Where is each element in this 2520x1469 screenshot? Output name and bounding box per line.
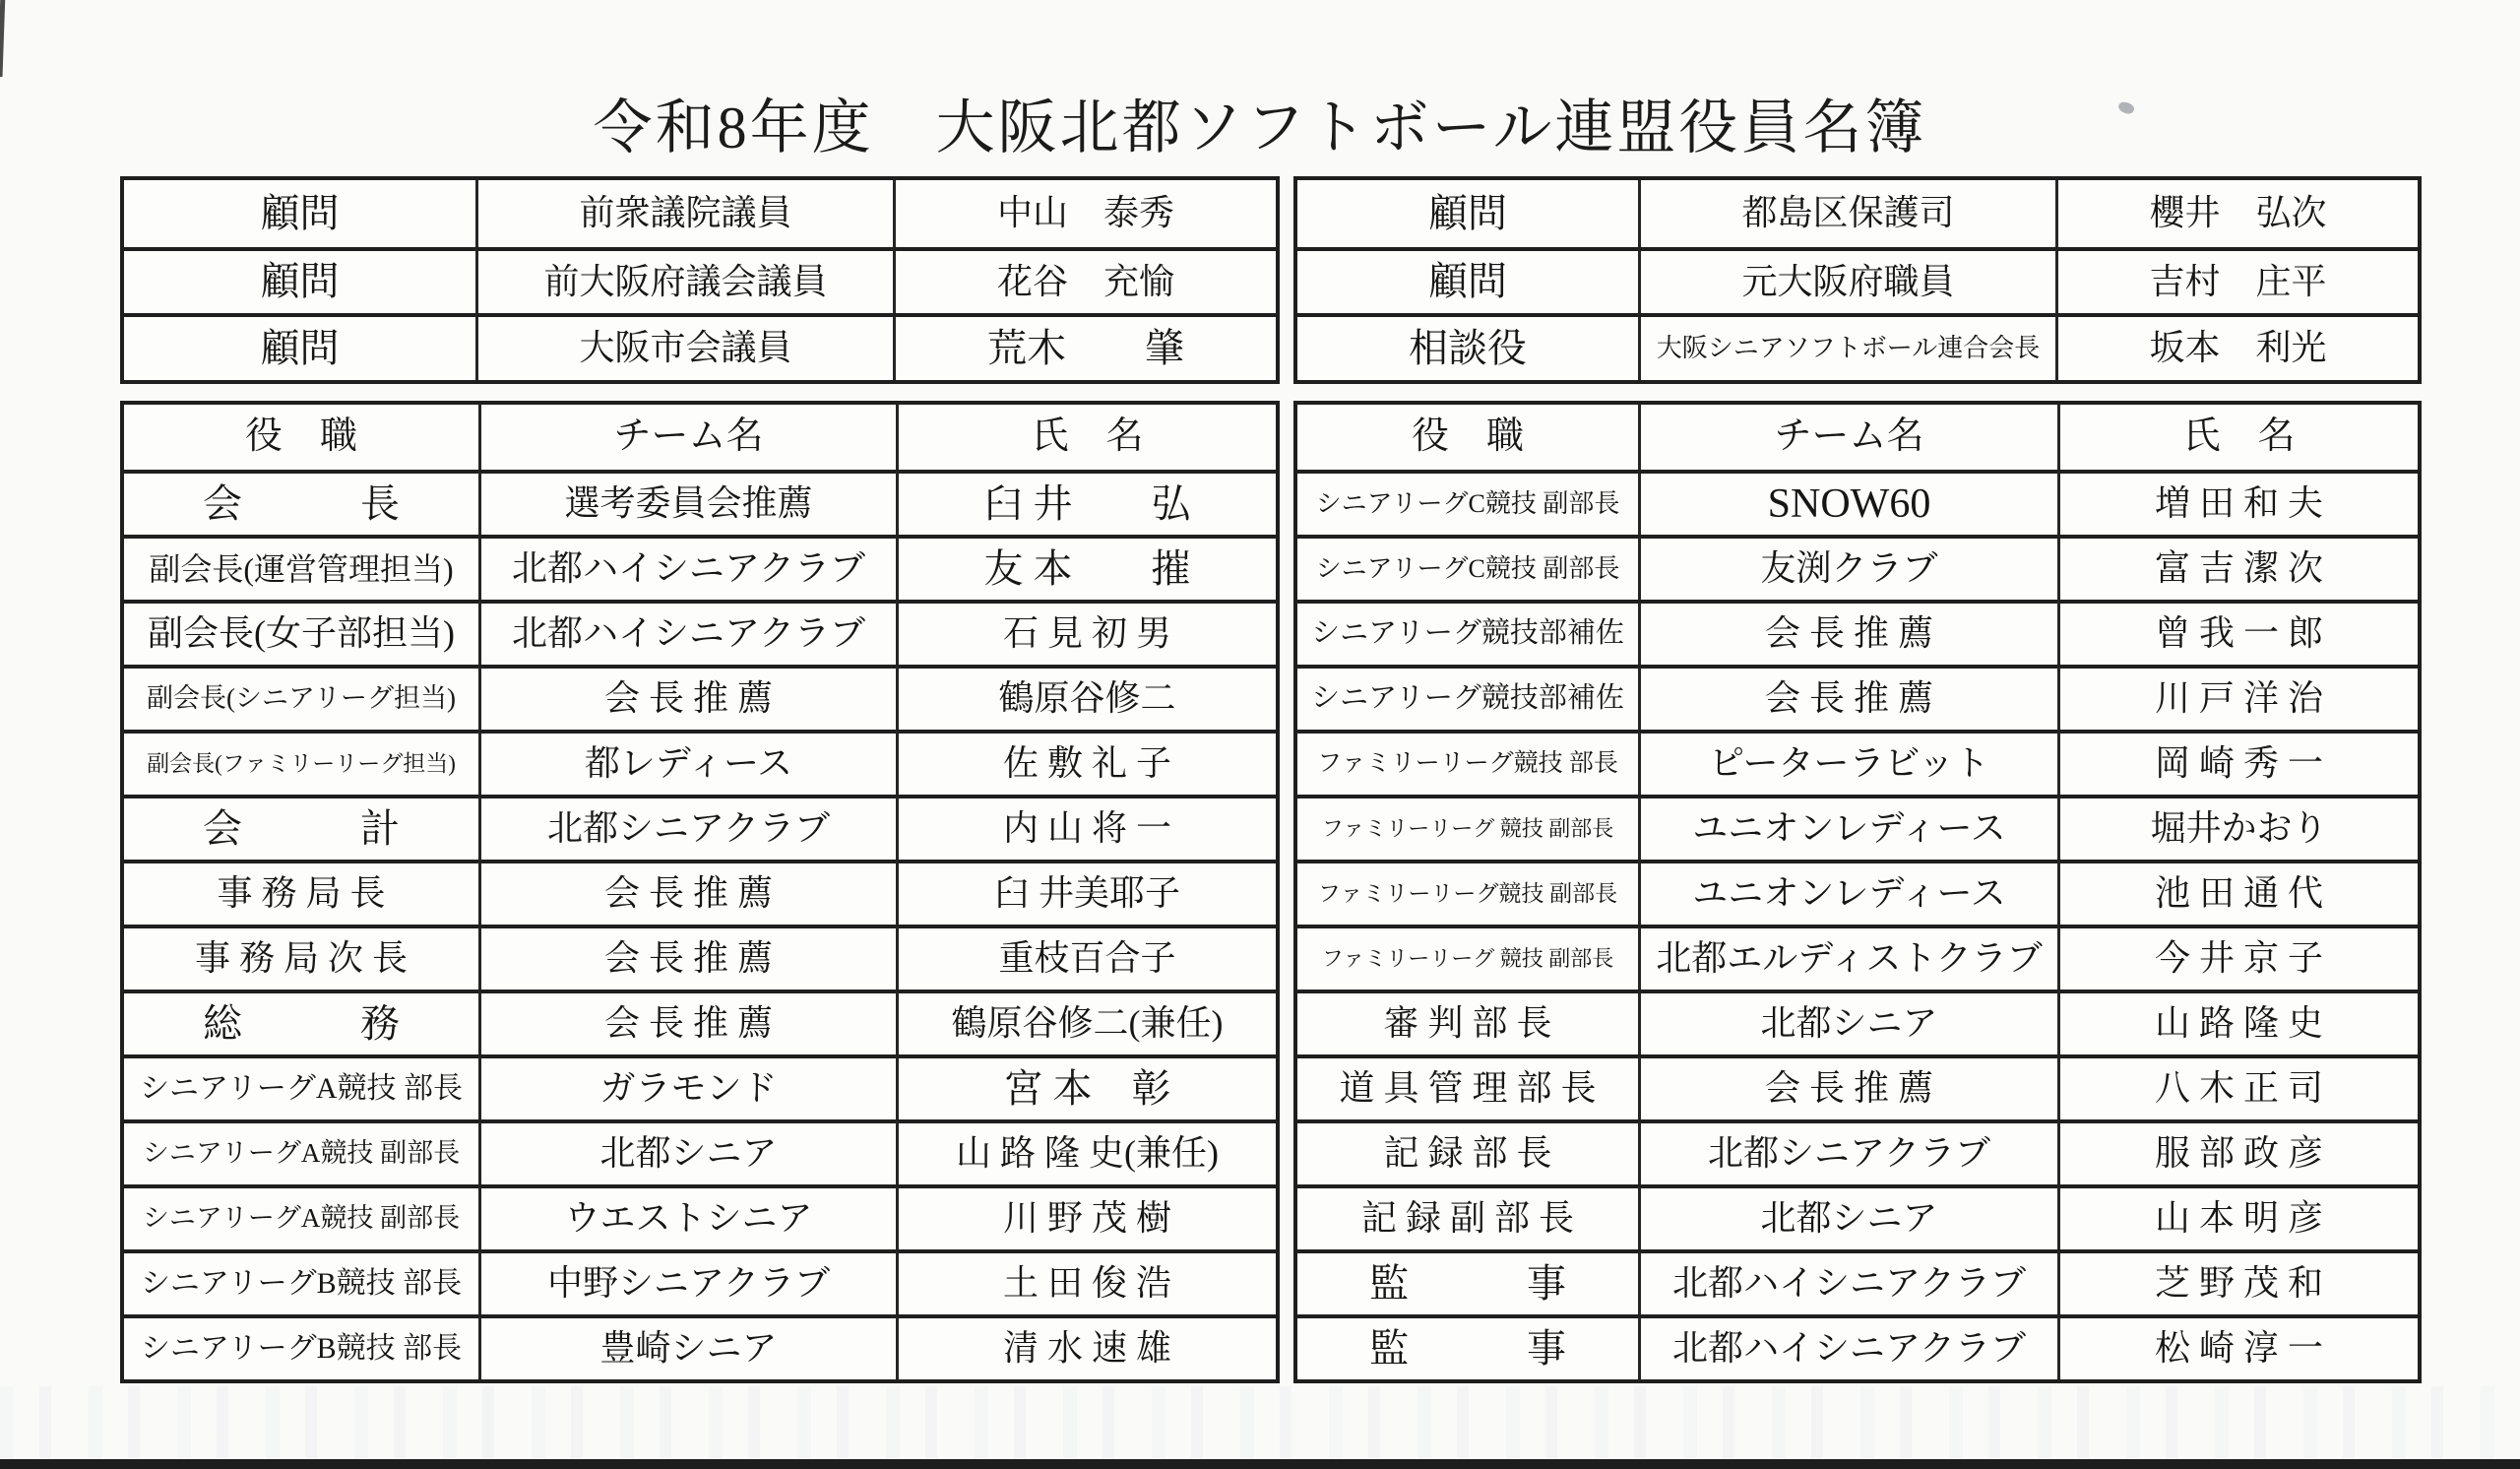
cell-name: 富 吉 潔 次	[2057, 535, 2418, 600]
cell-affiliation: 大阪シニアソフトボール連合会長	[1638, 313, 2055, 380]
cell-position: 顧問	[1297, 247, 1638, 314]
cell-name: 鶴原谷修二	[896, 665, 1276, 730]
cell-name: 今 井 京 子	[2057, 925, 2418, 990]
cell-name: 川 野 茂 樹	[896, 1184, 1276, 1249]
cell-name: 櫻井 弘次	[2055, 180, 2418, 247]
cell-position: 道 具 管 理 部 長	[1297, 1054, 1638, 1119]
cell-position: シニアリーグA競技 副部長	[124, 1184, 478, 1249]
scan-streaks-artifact	[0, 1386, 2520, 1461]
cell-position: シニアリーグA競技 副部長	[124, 1119, 478, 1184]
cell-name: 服 部 政 彦	[2057, 1119, 2418, 1184]
cell-affiliation: 元大阪府職員	[1638, 247, 2055, 314]
cell-position: シニアリーグC競技 副部長	[1297, 470, 1638, 535]
cell-team: ユニオンレディース	[1638, 795, 2057, 860]
cell-name: 堀井かおり	[2057, 795, 2418, 860]
cell-team: ピーターラビット	[1638, 730, 2057, 795]
cell-team: 都レディース	[478, 730, 896, 795]
cell-name: 宮 本 彰	[896, 1054, 1276, 1119]
cell-name: 八 木 正 司	[2057, 1054, 2418, 1119]
cell-team: 選考委員会推薦	[478, 470, 896, 535]
cell-team: 北都シニアクラブ	[478, 795, 896, 860]
cell-team: 会 長 推 薦	[478, 990, 896, 1054]
cell-name: 吉村 庄平	[2055, 247, 2418, 314]
cell-name: 花谷 充愉	[893, 247, 1276, 314]
cell-position: シニアリーグA競技 部長	[124, 1054, 478, 1119]
officer-table-right	[1293, 401, 2422, 1383]
cell-position: シニアリーグB競技 部長	[124, 1249, 478, 1314]
cell-name: 友 本 摧	[896, 535, 1276, 600]
cell-name: 山 路 隆 史	[2057, 990, 2418, 1054]
cell-name: 池 田 通 代	[2057, 860, 2418, 925]
cell-position: 副会長(シニアリーグ担当)	[124, 665, 478, 730]
cell-affiliation: 前大阪府議会議員	[475, 247, 893, 314]
cell-position: 会 長	[124, 470, 478, 535]
scan-bottom-edge-artifact	[0, 1459, 2520, 1469]
cell-affiliation: 大阪市会議員	[475, 313, 893, 380]
cell-name: 増 田 和 夫	[2057, 470, 2418, 535]
cell-team-header: チーム名	[478, 405, 896, 470]
cell-name: 山 路 隆 史(兼任)	[896, 1119, 1276, 1184]
cell-team: SNOW60	[1638, 470, 2057, 535]
cell-team: ユニオンレディース	[1638, 860, 2057, 925]
cell-name: 岡 崎 秀 一	[2057, 730, 2418, 795]
cell-position: 会 計	[124, 795, 478, 860]
cell-name: 臼 井 弘	[896, 470, 1276, 535]
scan-edge-artifact	[0, 0, 5, 77]
cell-position: シニアリーグC競技 副部長	[1297, 535, 1638, 600]
cell-name: 松 崎 淳 一	[2057, 1314, 2418, 1379]
cell-position: シニアリーグB競技 部長	[124, 1314, 478, 1379]
cell-position-header: 役 職	[1411, 415, 1524, 458]
cell-team: 豊崎シニア	[478, 1314, 896, 1379]
cell-team: ウエストシニア	[478, 1184, 896, 1249]
cell-position: 記 録 副 部 長	[1297, 1184, 1638, 1249]
cell-team: 北都シニアクラブ	[1638, 1119, 2057, 1184]
cell-position: 審 判 部 長	[1297, 990, 1638, 1054]
cell-position: 副会長(女子部担当)	[124, 600, 478, 665]
cell-position: シニアリーグ競技部補佐	[1297, 600, 1638, 665]
cell-position: 顧問	[124, 313, 475, 380]
cell-team: 北都シニア	[478, 1119, 896, 1184]
cell-position: ファミリーリーグ競技 副部長	[1297, 860, 1638, 925]
cell-team: 北都ハイシニアクラブ	[1638, 1249, 2057, 1314]
cell-name: 山 本 明 彦	[2057, 1184, 2418, 1249]
cell-name: 中山 泰秀	[893, 180, 1276, 247]
cell-position: 記 録 部 長	[1297, 1119, 1638, 1184]
cell-name: 重枝百合子	[896, 925, 1276, 990]
cell-team: 会 長 推 薦	[1638, 600, 2057, 665]
cell-position: 総 務	[124, 990, 478, 1054]
cell-affiliation: 前衆議院議員	[475, 180, 893, 247]
cell-team: 北都シニア	[1638, 1184, 2057, 1249]
advisor-table-right	[1293, 176, 2422, 384]
cell-name-header: 氏 名	[2057, 405, 2418, 470]
advisor-table-left	[120, 176, 1280, 384]
cell-team: ガラモンド	[478, 1054, 896, 1119]
cell-affiliation: 都島区保護司	[1638, 180, 2055, 247]
cell-team: 北都シニア	[1638, 990, 2057, 1054]
cell-position: 顧問	[1428, 190, 1507, 235]
cell-name: 曾 我 一 郎	[2057, 600, 2418, 665]
cell-team: 会 長 推 薦	[1638, 665, 2057, 730]
officer-table-left	[120, 401, 1280, 1383]
cell-name: 清 水 速 雄	[896, 1314, 1276, 1379]
cell-position: 事 務 局 次 長	[124, 925, 478, 990]
cell-team: 会 長 推 薦	[478, 925, 896, 990]
cell-name: 芝 野 茂 和	[2057, 1249, 2418, 1314]
cell-position-header: 役 職	[244, 415, 357, 458]
cell-position: 事 務 局 長	[124, 860, 478, 925]
cell-position: ファミリーリーグ 競技 副部長	[1297, 795, 1638, 860]
cell-position: 副会長(ファミリーリーグ担当)	[124, 730, 478, 795]
cell-name: 石 見 初 男	[896, 600, 1276, 665]
cell-position: シニアリーグ競技部補佐	[1297, 665, 1638, 730]
cell-team: 友渕クラブ	[1638, 535, 2057, 600]
cell-position: 顧問	[260, 190, 340, 235]
cell-position: 相談役	[1297, 313, 1638, 380]
cell-team: 会 長 推 薦	[1638, 1054, 2057, 1119]
cell-name: 鶴原谷修二(兼任)	[896, 990, 1276, 1054]
cell-team: 北都ハイシニアクラブ	[478, 600, 896, 665]
page-title: 令和8年度 大阪北都ソフトボール連盟役員名簿	[593, 96, 1927, 160]
cell-team-header: チーム名	[1638, 405, 2057, 470]
cell-name: 内 山 将 一	[896, 795, 1276, 860]
cell-position: 副会長(運営管理担当)	[124, 535, 478, 600]
cell-name-header: 氏 名	[896, 405, 1276, 470]
cell-name: 佐 敷 礼 子	[896, 730, 1276, 795]
cell-team: 中野シニアクラブ	[478, 1249, 896, 1314]
cell-team: 会 長 推 薦	[478, 665, 896, 730]
cell-position: ファミリーリーグ 競技 副部長	[1297, 925, 1638, 990]
cell-name: 荒木 肇	[893, 313, 1276, 380]
cell-name: 土 田 俊 浩	[896, 1249, 1276, 1314]
cell-position: ファミリーリーグ競技 部長	[1297, 730, 1638, 795]
cell-name: 臼 井美耶子	[896, 860, 1276, 925]
cell-position: 顧問	[124, 247, 475, 314]
cell-team: 会 長 推 薦	[478, 860, 896, 925]
cell-name: 坂本 利光	[2055, 313, 2418, 380]
cell-team: 北都ハイシニアクラブ	[1638, 1314, 2057, 1379]
cell-name: 川 戸 洋 治	[2057, 665, 2418, 730]
cell-position: 監 事	[1297, 1249, 1638, 1314]
cell-team: 北都ハイシニアクラブ	[478, 535, 896, 600]
cell-team: 北都エルディストクラブ	[1638, 925, 2057, 990]
cell-position: 監 事	[1297, 1314, 1638, 1379]
